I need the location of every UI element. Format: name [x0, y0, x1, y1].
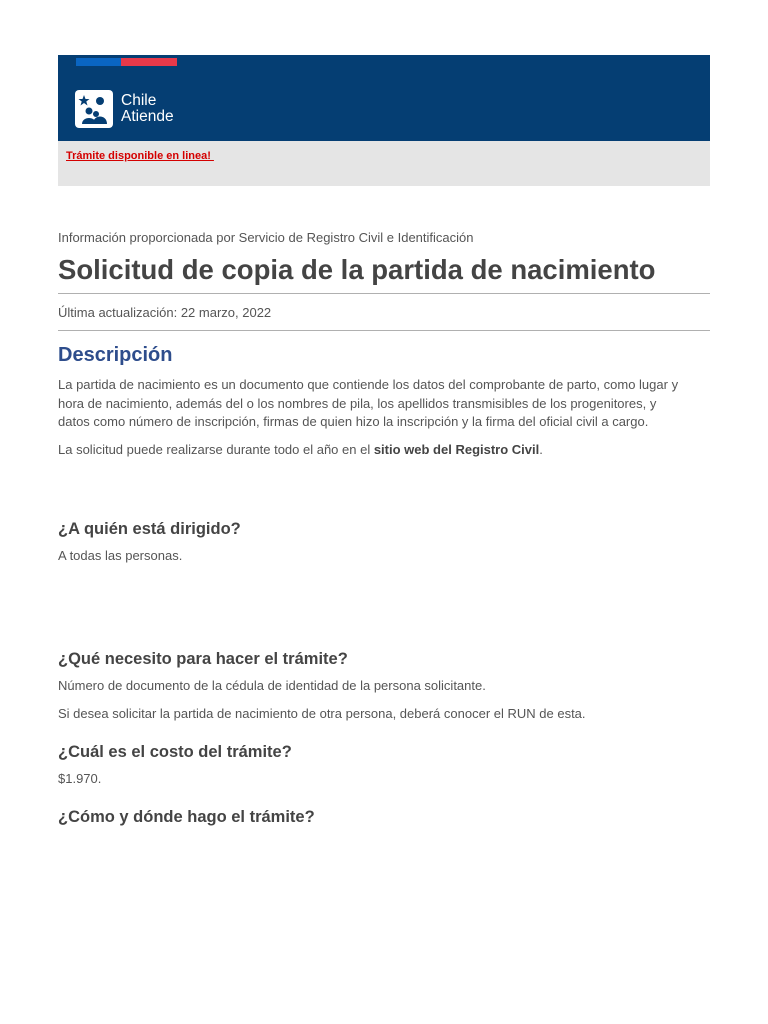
- description-heading: Descripción: [58, 344, 173, 366]
- requirements-heading: ¿Qué necesito para hacer el trámite?: [58, 650, 348, 668]
- description-line: datos como número de inscripción, firmas de quien hizo la inscripción y la firma del oficial civil a cargo.: [58, 414, 649, 429]
- chile-atiende-logo[interactable]: [75, 90, 174, 128]
- request-suffix: .: [539, 442, 543, 457]
- request-prefix: La solicitud puede realizarse durante todo el año en el: [58, 442, 374, 457]
- flag-stripe-blue: [76, 58, 121, 66]
- requirements-answer-other: Si desea solicitar la partida de nacimiento de otra persona, deberá conocer el RUN de esta.: [58, 706, 586, 721]
- alert-bar: [58, 141, 710, 186]
- description-paragraph: [58, 376, 710, 432]
- who-answer: A todas las personas.: [58, 548, 183, 563]
- cost-answer: $1.970.: [58, 771, 102, 786]
- chile-atiende-logo-icon: [75, 90, 113, 128]
- flag-stripe-red: [121, 58, 177, 66]
- who-heading: ¿A quién está dirigido?: [58, 520, 241, 538]
- site-header: [58, 55, 710, 141]
- requirements-answer: Número de documento de la cédula de identidad de la persona solicitante.: [58, 678, 486, 693]
- tramite-online-link[interactable]: Trámite disponible en linea!: [66, 150, 214, 162]
- divider: [58, 293, 710, 294]
- registro-civil-link[interactable]: sitio web del Registro Civil: [373, 442, 540, 457]
- description-line: hora de nacimiento, además del o los nombres de pila, los apellidos transmisibles de los progenitores, y: [58, 395, 657, 411]
- page-title: Solicitud de copia de la partida de nacimiento: [58, 254, 656, 285]
- logo-line2: Atiende: [121, 108, 174, 125]
- description-line: La partida de nacimiento es un documento que contiende los datos del comprobante de parto, como lugar y: [58, 377, 679, 392]
- divider: [58, 330, 710, 331]
- cost-heading: ¿Cuál es el costo del trámite?: [58, 743, 292, 761]
- logo-line1: Chile: [121, 92, 157, 109]
- last-updated: Última actualización: 22 marzo, 2022: [58, 305, 272, 320]
- how-heading: ¿Cómo y dónde hago el trámite?: [58, 808, 315, 826]
- logo-text: [121, 93, 174, 125]
- request-paragraph: [58, 441, 710, 460]
- provider-info: Información proporcionada por Servicio de Registro Civil e Identificación: [58, 230, 474, 245]
